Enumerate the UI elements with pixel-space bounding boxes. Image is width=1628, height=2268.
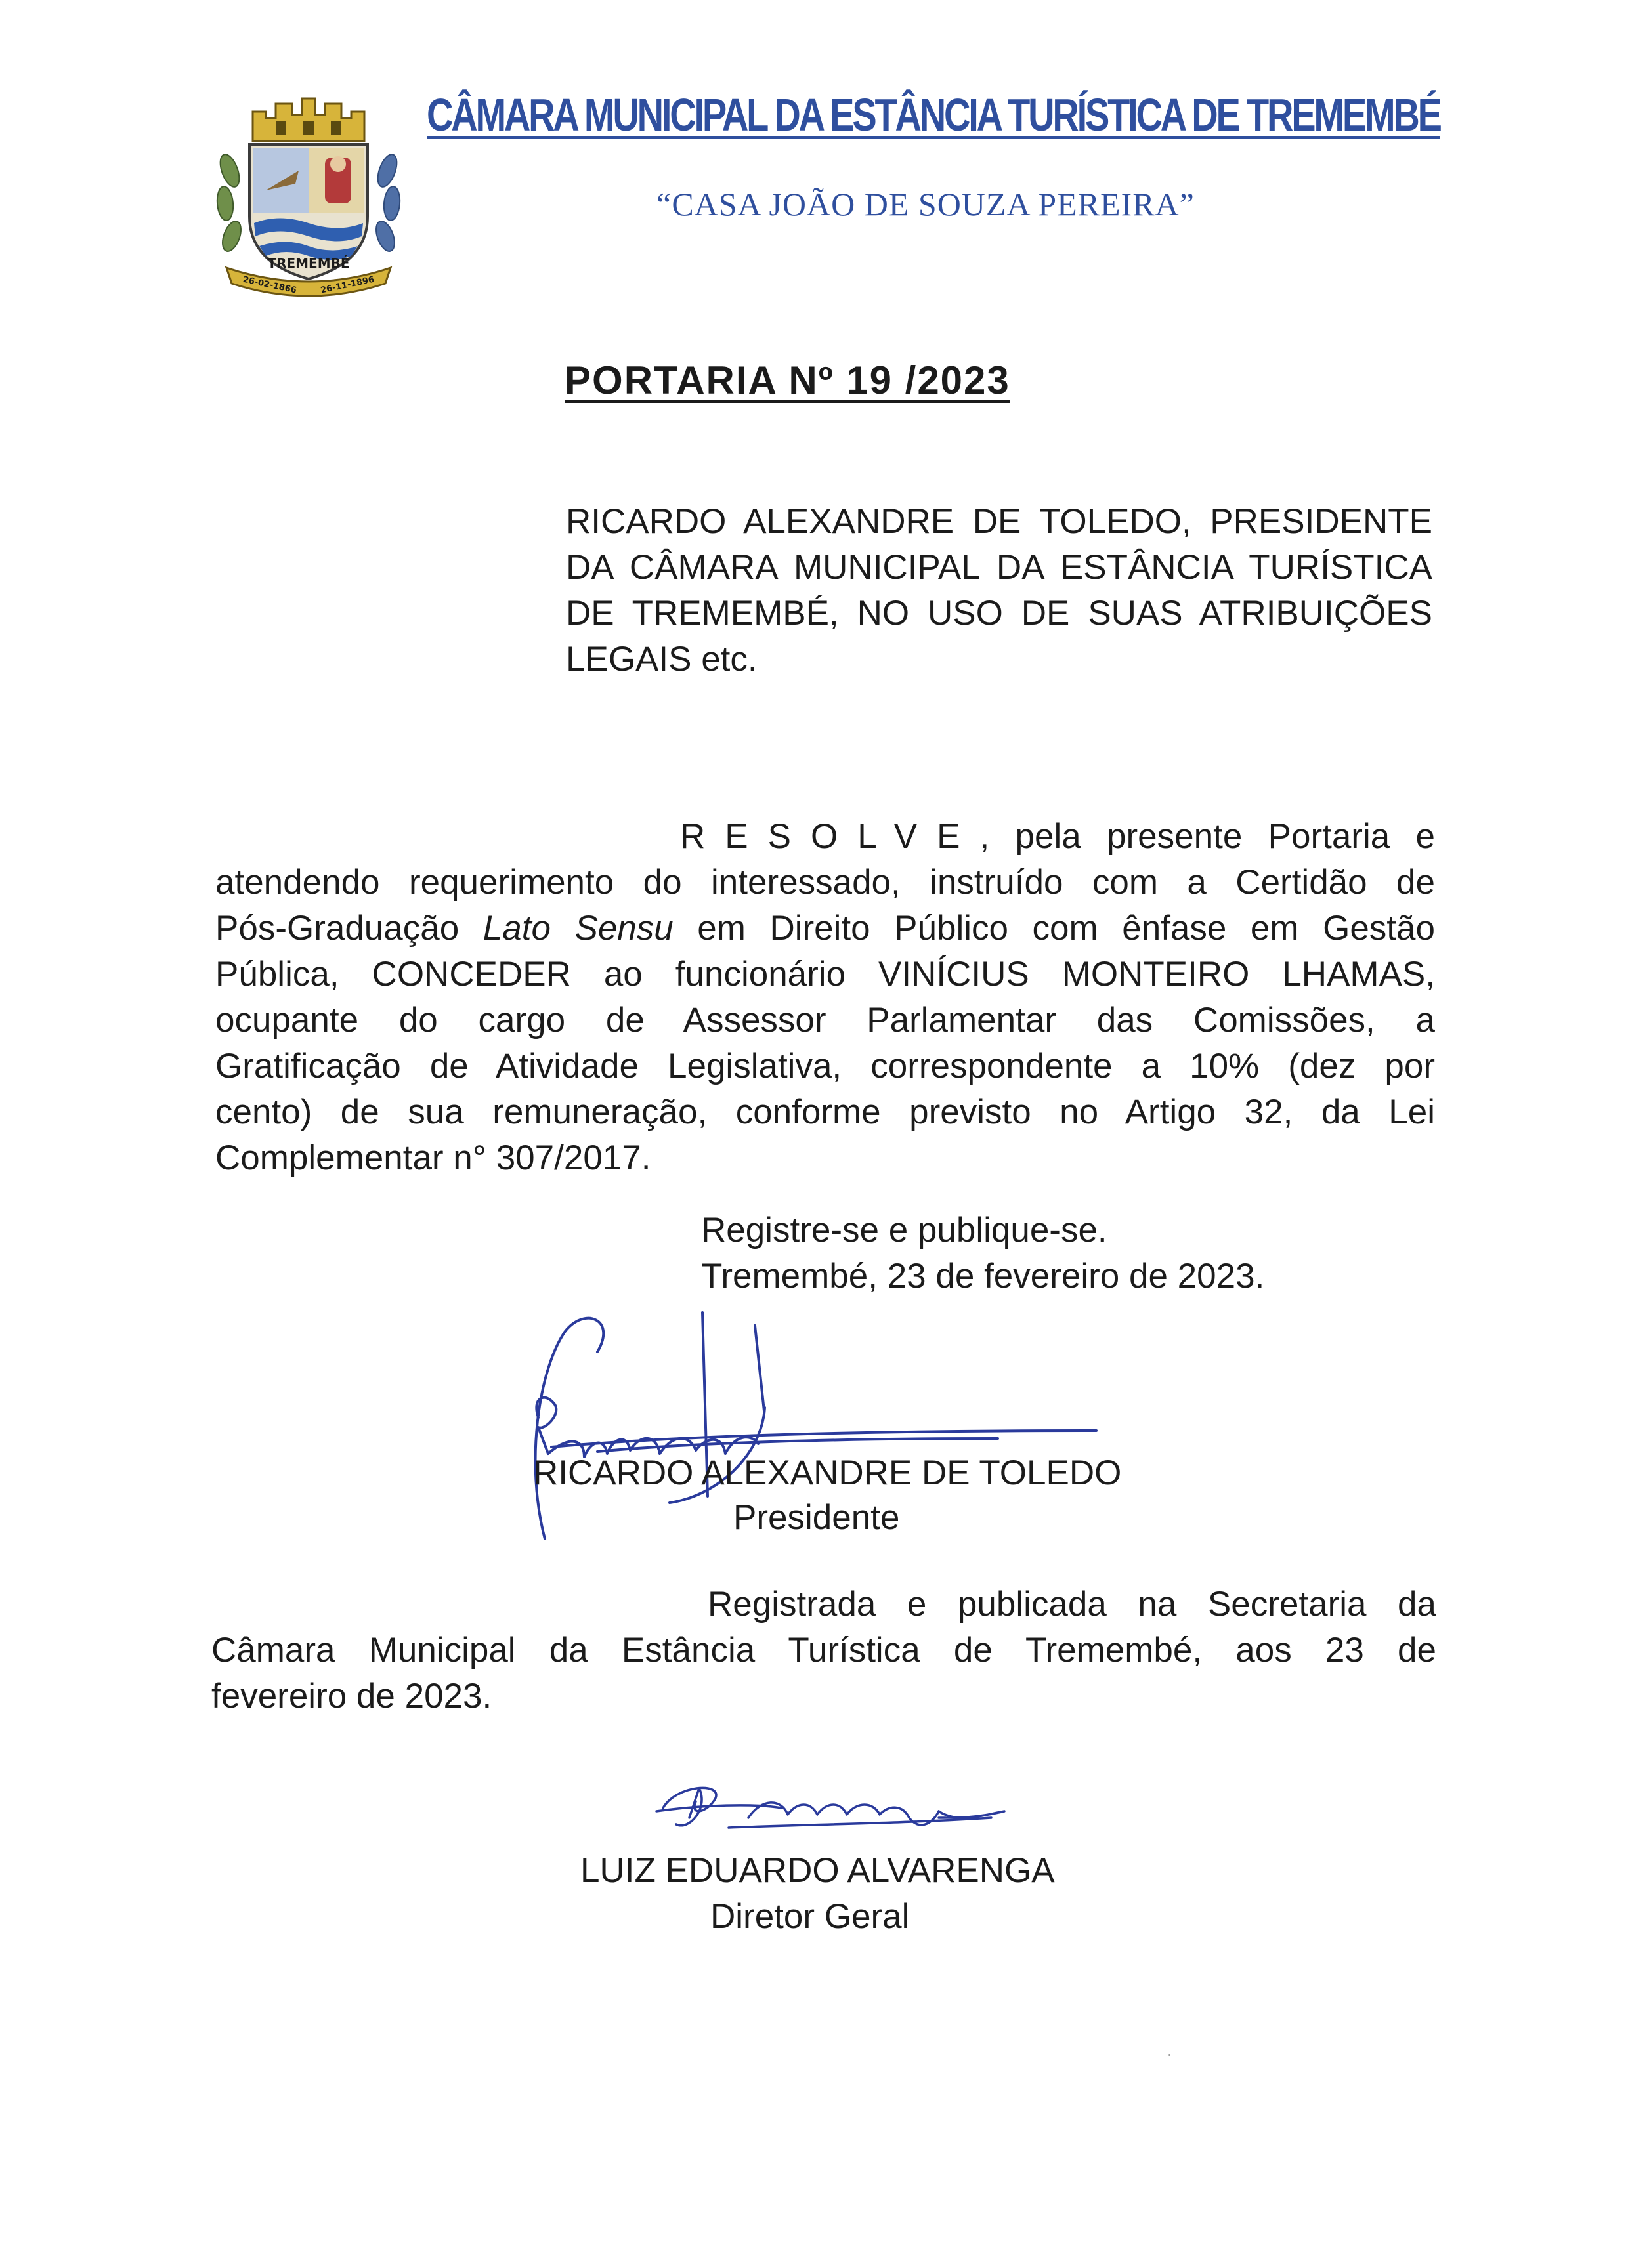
resolve-line: atendendo requerimento do interessado, instruído com a Certidão de	[215, 863, 1435, 902]
preamble	[566, 499, 1432, 682]
resolve-keyword: RESOLVE	[680, 817, 980, 856]
place-date: Tremembé, 23 de fevereiro de 2023.	[701, 1257, 1265, 1295]
signer-1-name: RICARDO ALEXANDRE DE TOLEDO	[533, 1454, 1122, 1492]
signer-1-role: Presidente	[733, 1498, 900, 1537]
resolve-line-3-after: em Direito Público com ênfase em Gestão	[673, 909, 1435, 948]
resolve-line	[215, 814, 1435, 860]
resolve-line-1-rest: , pela presente Portaria e	[979, 817, 1435, 856]
lato-sensu-italic: Lato Sensu	[482, 909, 674, 948]
preamble-line: RICARDO ALEXANDRE DE TOLEDO, PRESIDENTE	[566, 502, 1432, 541]
resolve-line: Gratificação de Atividade Legislativa, correspondente a 10% (dez por	[215, 1047, 1435, 1085]
resolve-paragraph	[215, 814, 1435, 1181]
municipal-crest-icon	[213, 92, 404, 302]
crest-date-right: 26-11-1896	[320, 274, 375, 296]
registration-paragraph	[211, 1582, 1436, 1719]
preamble-line: DE TREMEMBÉ, NO USO DE SUAS ATRIBUIÇÕES	[566, 594, 1432, 633]
preamble-line: LEGAIS etc.	[566, 640, 758, 679]
registration-line: Câmara Municipal da Estância Turística de Tremembé, aos 23 de	[211, 1631, 1436, 1670]
signer-2-role: Diretor Geral	[710, 1897, 910, 1936]
resolve-line	[215, 906, 1435, 952]
publish-text: Registre-se e publique-se.	[701, 1211, 1107, 1250]
director-signature-icon	[650, 1772, 1018, 1844]
scan-speck	[1168, 2054, 1170, 2056]
resolve-line: ocupante do cargo de Assessor Parlamentar das Comissões, a	[215, 1001, 1435, 1040]
crest-date-left: 26-02-1866	[242, 274, 297, 296]
crest-ribbon-text: TREMEMBÉ	[267, 255, 350, 271]
resolve-line: Pública, CONCEDER ao funcionário VINÍCIUS MONTEIRO LHAMAS,	[215, 955, 1435, 994]
resolve-line-3-before: Pós-Graduação	[215, 909, 483, 948]
signer-2-name: LUIZ EDUARDO ALVARENGA	[580, 1851, 1055, 1890]
document-title: PORTARIA Nº 19 /2023	[565, 358, 1010, 402]
preamble-line: DA CÂMARA MUNICIPAL DA ESTÂNCIA TURÍSTICA	[566, 548, 1432, 587]
resolve-line: Complementar n° 307/2017.	[215, 1139, 651, 1177]
registration-line: Registrada e publicada na Secretaria da	[708, 1585, 1436, 1624]
institution-name: CÂMARA MUNICIPAL DA ESTÂNCIA TURÍSTICA DE TREMEMBÉ	[427, 89, 1440, 140]
registration-line: fevereiro de 2023.	[211, 1677, 492, 1715]
closing	[701, 1208, 1264, 1299]
house-name: “CASA JOÃO DE SOUZA PEREIRA”	[656, 186, 1195, 222]
resolve-line: cento) de sua remuneração, conforme previsto no Artigo 32, da Lei	[215, 1093, 1435, 1131]
